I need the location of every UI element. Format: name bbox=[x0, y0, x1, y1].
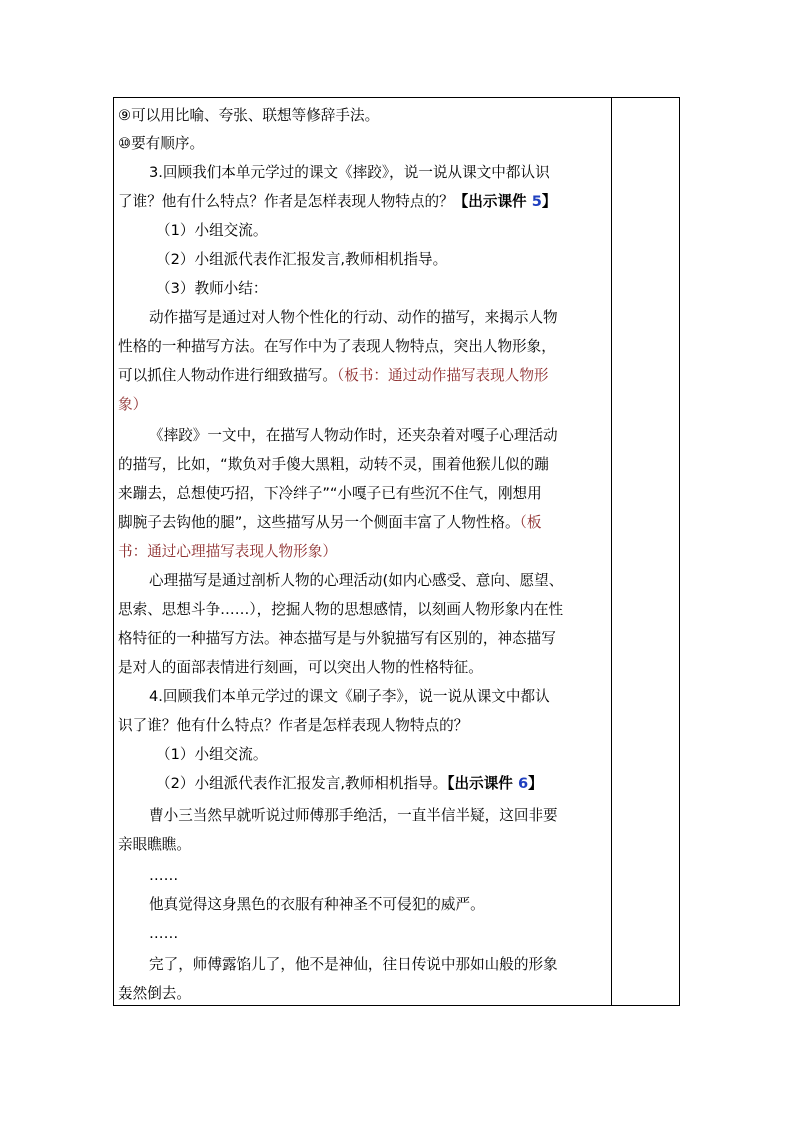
action-description-line3 bbox=[118, 366, 549, 386]
ellipsis-2: …… bbox=[149, 925, 179, 942]
board-note-psychology-cont: 书：通过心理描写表现人物形象） bbox=[118, 543, 337, 560]
section3-step2: （2）小组派代表作汇报发言,教师相机指导。 bbox=[156, 251, 448, 268]
section4-question-cont: 识了谁？他有什么特点？作者是怎样表现人物特点的？ bbox=[118, 717, 469, 734]
list-item-9: ⑨可以用比喻、夸张、联想等修辞手法。 bbox=[118, 107, 380, 124]
psychology-definition-line4: 是对人的面部表情进行刻画，可以突出人物的性格特征。 bbox=[118, 659, 483, 676]
lesson-table bbox=[113, 97, 680, 1006]
section4-step1: （1）小组交流。 bbox=[156, 746, 268, 763]
action-description-para: 动作描写是通过对人物个性化的行动、动作的描写，来揭示人物 bbox=[149, 309, 558, 326]
section4-step2 bbox=[156, 774, 543, 794]
action-description-line2: 性格的一种描写方法。在写作中为了表现人物特点，突出人物形象， bbox=[118, 338, 556, 355]
section3-question-cont bbox=[118, 192, 557, 212]
section3-question-text: 了谁？他有什么特点？作者是怎样表现人物特点的？ bbox=[118, 193, 454, 210]
notes-cell bbox=[612, 98, 679, 1005]
psychology-example-text: 脚腕子去钩他的腿”，这些描写从另一个侧面丰富了人物性格。 bbox=[118, 514, 520, 531]
quote-3: 完了，师傅露馅儿了，他不是神仙，往日传说中那如山般的形象 bbox=[149, 956, 558, 973]
psychology-definition-line2: 思索、思想斗争……），挖掘人物的思想感情，以刻画人物形象内在性 bbox=[118, 601, 564, 618]
psychology-definition-para: 心理描写是通过剖析人物的心理活动(如内心感受、意向、愿望、 bbox=[149, 572, 564, 589]
ellipsis-1: …… bbox=[149, 867, 179, 884]
section4-question: 4.回顾我们本单元学过的课文《刷子李》，说一说从课文中都认 bbox=[149, 688, 550, 705]
quote-1: 曹小三当然早就听说过师傅那手绝活，一直半信半疑，这回非要 bbox=[149, 807, 558, 824]
courseware-6-label: 【出示课件 6】 bbox=[447, 775, 543, 792]
quote-3-cont: 轰然倒去。 bbox=[118, 985, 191, 1002]
psychology-example-line4 bbox=[118, 513, 542, 533]
section3-step3: （3）教师小结： bbox=[156, 280, 268, 297]
board-note-action-cont: 象） bbox=[118, 396, 148, 413]
list-item-10: ⑩要有顺序。 bbox=[118, 135, 205, 152]
courseware-5-number: 5 bbox=[526, 193, 542, 210]
board-note-action: （板书：通过动作描写表现人物形 bbox=[336, 367, 549, 384]
quote-1-cont: 亲眼瞧瞧。 bbox=[118, 836, 191, 853]
psychology-example-para: 《摔跤》一文中，在描写人物动作时，还夹杂着对嘎子心理活动 bbox=[149, 427, 558, 444]
section3-question: 3.回顾我们本单元学过的课文《摔跤》，说一说从课文中都认识 bbox=[149, 164, 550, 181]
psychology-example-line2: 的描写，比如，“欺负对手傻大黑粗，动转不灵，围着他猴儿似的蹦 bbox=[118, 456, 549, 473]
psychology-definition-line3: 格特征的一种描写方法。神态描写是与外貌描写有区别的，神态描写 bbox=[118, 630, 556, 647]
section4-step2-text: （2）小组派代表作汇报发言,教师相机指导。 bbox=[156, 775, 448, 792]
courseware-5-label: 【出示课件 5】 bbox=[453, 193, 557, 210]
board-note-psychology: （板 bbox=[519, 514, 542, 531]
section3-step1: （1）小组交流。 bbox=[156, 222, 268, 239]
psychology-example-line3: 来蹦去，总想使巧招，下冷绊子”“小嘎子已有些沉不住气，刚想用 bbox=[118, 485, 542, 502]
courseware-6-number: 6 bbox=[512, 775, 529, 792]
action-description-text: 可以抓住人物动作进行细致描写。 bbox=[118, 367, 337, 384]
quote-2: 他真觉得这身黑色的衣服有种神圣不可侵犯的威严。 bbox=[149, 896, 485, 913]
